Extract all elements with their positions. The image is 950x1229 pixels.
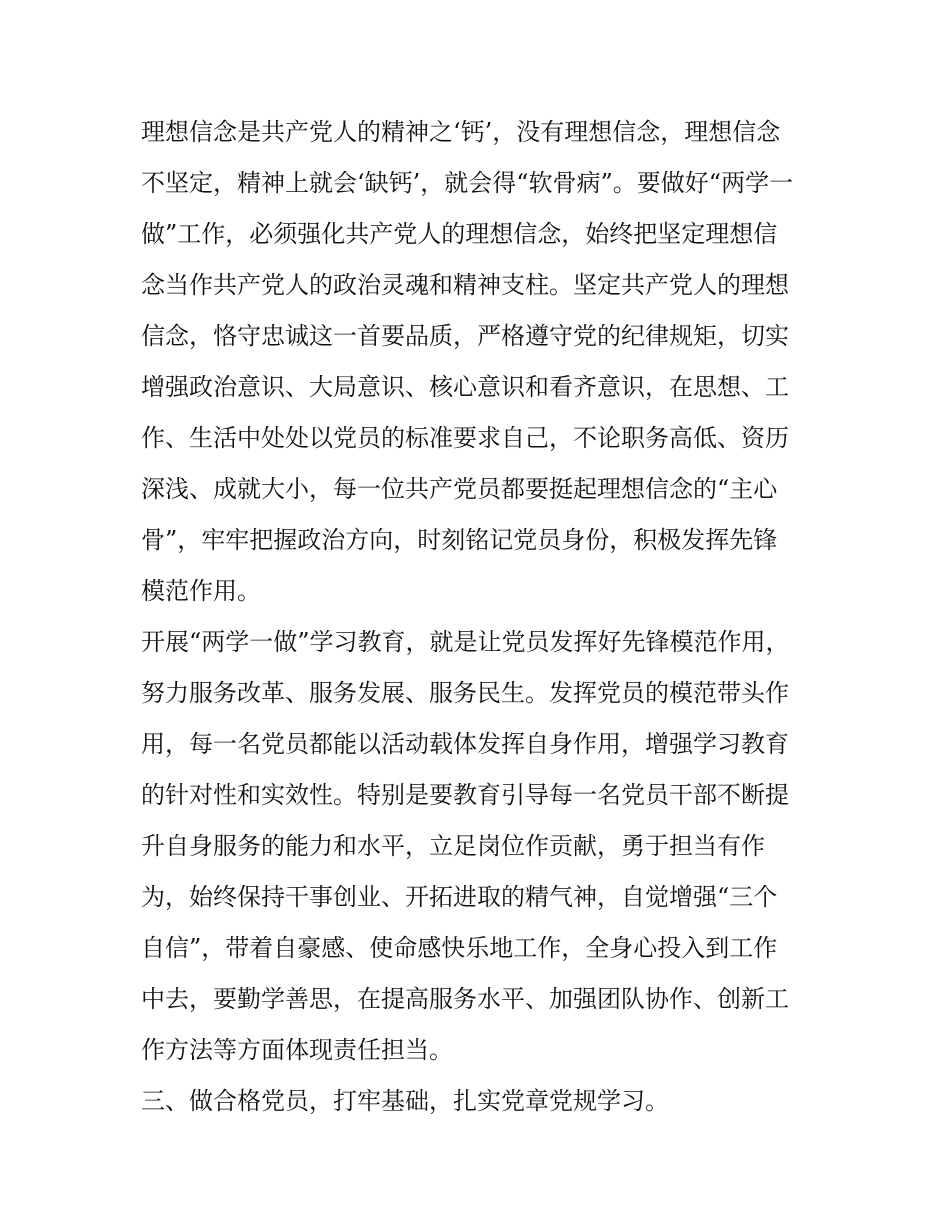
paragraph-1 (141, 107, 821, 617)
text-line: 做”工作，必须强化共产党人的理想信念，始终把坚定理想信 (141, 220, 778, 248)
text-line: 念当作共产党人的政治灵魂和精神支柱。坚定共产党人的理想 (141, 271, 789, 299)
text-line: 作方法等方面体现责任担当。 (141, 1036, 453, 1064)
text-line: 升自身服务的能力和水平，立足岗位作贡献，勇于担当有作 (141, 832, 765, 860)
text-line: 模范作用。 (141, 577, 261, 605)
text-line: 骨”，牢牢把握政治方向，时刻铭记党员身份，积极发挥先锋 (141, 526, 778, 554)
text-line: 增强政治意识、大局意识、核心意识和看齐意识，在思想、工 (141, 373, 789, 401)
text-line: 信念，恪守忠诚这一首要品质，严格遵守党的纪律规矩，切实 (141, 322, 789, 350)
text-line: 三、做合格党员，打牢基础，扎实党章党规学习。 (141, 1087, 669, 1115)
text-line: 中去，要勤学善思，在提高服务水平、加强团队协作、创新工 (141, 985, 789, 1013)
text-line: 努力服务改革、服务发展、服务民生。发挥党员的模范带头作 (141, 679, 789, 707)
document-body (141, 107, 821, 1127)
text-line: 用，每一名党员都能以活动载体发挥自身作用，增强学习教育 (141, 730, 789, 758)
text-line: 不坚定，精神上就会‘缺钙’，就会得“软骨病”。要做好“两学一 (141, 169, 794, 197)
text-line: 理想信念是共产党人的精神之‘钙’，没有理想信念，理想信念 (141, 118, 781, 146)
text-line: 为，始终保持干事创业、开拓进取的精气神，自觉增强“三个 (141, 883, 778, 911)
text-line: 作、生活中处处以党员的标准要求自己，不论职务高低、资历 (141, 424, 789, 452)
paragraph-2 (141, 617, 821, 1076)
text-line: 的针对性和实效性。特别是要教育引导每一名党员干部不断提 (141, 781, 789, 809)
text-line: 开展“两学一做”学习教育，就是让党员发挥好先锋模范作用， (141, 628, 790, 656)
text-line: 自信”，带着自豪感、使命感快乐地工作，全身心投入到工作 (141, 934, 778, 962)
section-heading (141, 1076, 821, 1127)
text-line: 深浅、成就大小，每一位共产党员都要挺起理想信念的“主心 (141, 475, 778, 503)
